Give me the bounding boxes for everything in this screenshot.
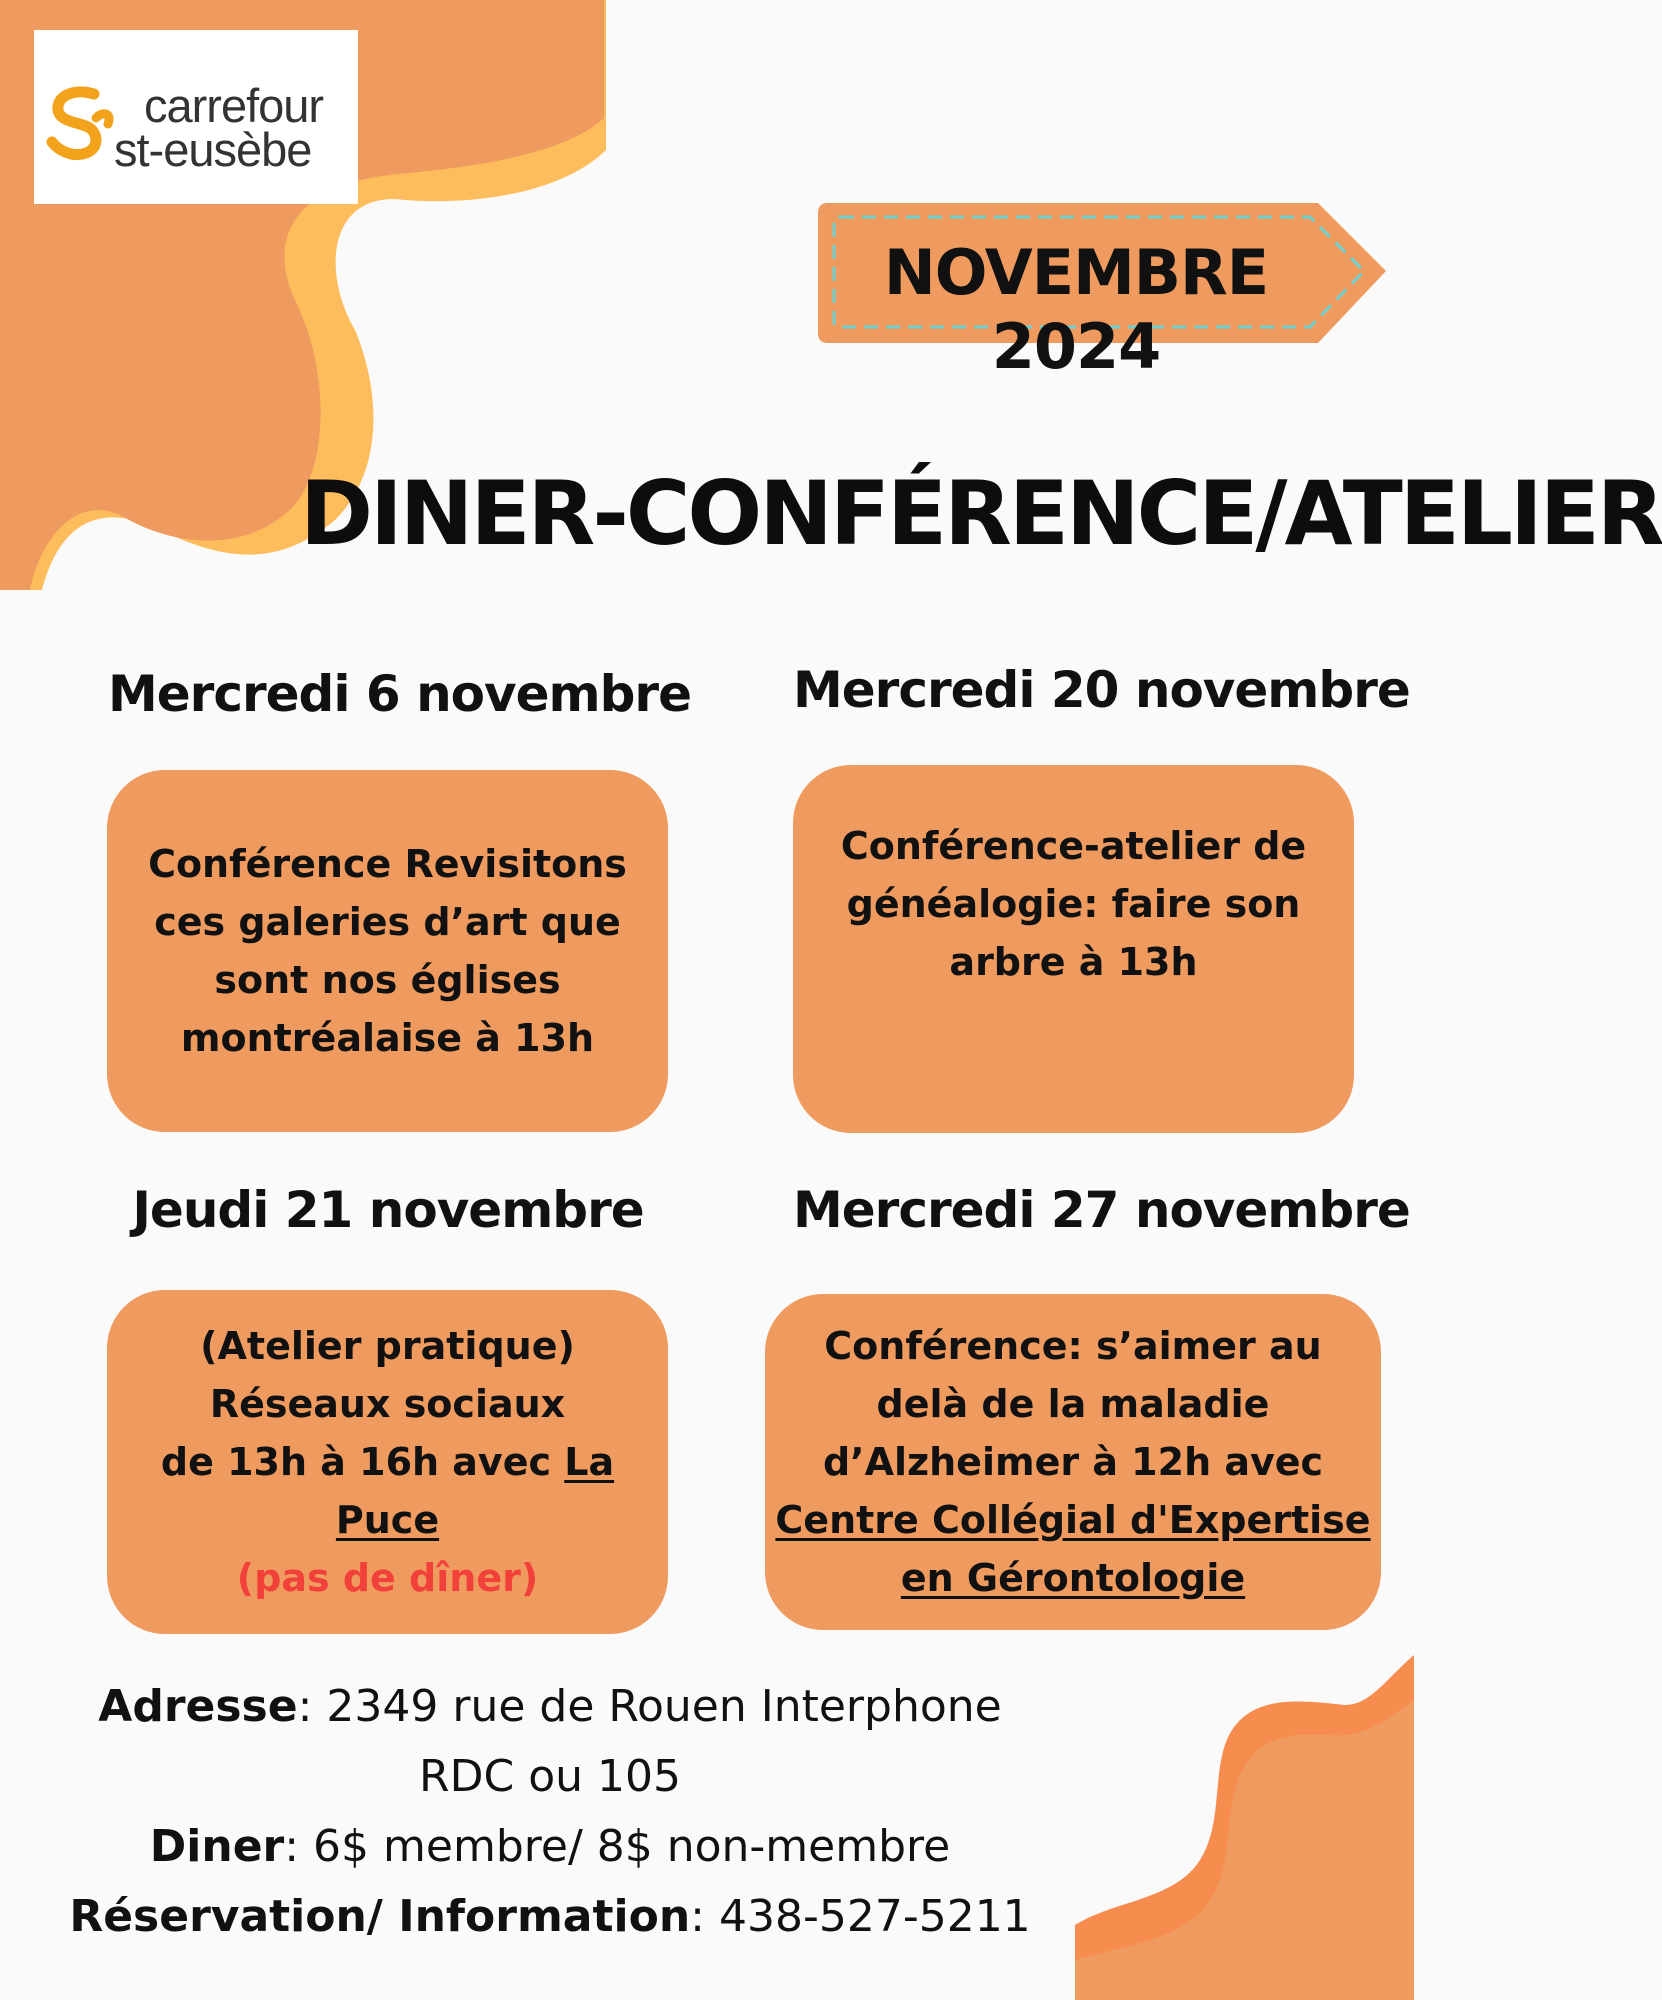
event-line: Réseaux sociaux — [209, 1382, 566, 1426]
month-label: NOVEMBRE 2024 — [883, 236, 1269, 383]
event-description: Conférence-atelier de généalogie: faire son arbre à 13h — [840, 824, 1307, 984]
event-description — [765, 1317, 1381, 1607]
diner-value: : 6$ membre/ 8$ non-membre — [284, 1821, 951, 1872]
la-puce-link[interactable]: La Puce — [335, 1440, 615, 1542]
phone-number: : 438-527-5211 — [690, 1891, 1031, 1942]
event-card — [793, 765, 1354, 1133]
address-line — [30, 1672, 1070, 1742]
event-description-text: Conférence: s’aimer au delà de la maladie d’Alzheimer à 12h avec — [822, 1324, 1324, 1484]
address-line-2: RDC ou 105 — [419, 1751, 681, 1802]
brand-logo — [34, 30, 358, 204]
event-description — [107, 1317, 668, 1607]
event-card — [107, 770, 668, 1132]
no-lunch-note: (pas de dîner) — [236, 1556, 539, 1600]
diner-line — [30, 1812, 1070, 1882]
event-day-label: Mercredi 27 novembre — [793, 1181, 1410, 1239]
event-description: Conférence Revisitons ces galeries d’art que sont nos églises montréalaise à 13h — [148, 842, 627, 1060]
event-info — [30, 1672, 1070, 1952]
logo-text-line2: st-eusèbe — [114, 123, 312, 176]
event-day-label: Mercredi 6 novembre — [108, 665, 691, 723]
event-day-label: Mercredi 20 novembre — [793, 661, 1410, 719]
event-line: (Atelier pratique) — [200, 1324, 575, 1368]
address-label: Adresse — [98, 1681, 298, 1732]
event-line-text: de 13h à 16h avec — [160, 1440, 552, 1484]
logo-text-line1: carrefour — [144, 79, 324, 132]
page-title: DINER-CONFÉRENCE/ATELIER — [300, 462, 1662, 565]
address-value: : 2349 rue de Rouen Interphone — [297, 1681, 1002, 1732]
reservation-label: Réservation/ Information — [69, 1891, 691, 1942]
event-day-label: Jeudi 21 novembre — [132, 1181, 644, 1239]
diner-label: Diner — [149, 1821, 285, 1872]
event-card — [765, 1294, 1381, 1630]
reservation-line — [30, 1882, 1070, 1952]
gerontology-centre-link[interactable]: Centre Collégial d'Expertise en Gérontologie — [775, 1498, 1371, 1600]
event-card — [107, 1290, 668, 1634]
event-line — [129, 1433, 646, 1549]
